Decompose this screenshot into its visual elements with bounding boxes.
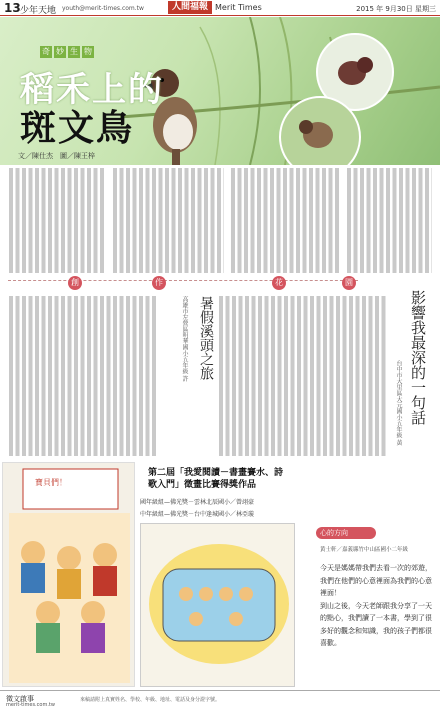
essay-paragraph: 到山之後，今天老師跟我分享了一天的點心，我們讀了一本書，學到了很多好的觀念和知識，我的孩子們都很喜歡。 [320, 601, 432, 647]
hero-title-line2: 斑文鳥 [20, 107, 135, 149]
contest-title: 第二屆「我愛閱讀－書畫賽水、詩歌入門」徵畫比賽得獎作品 [148, 468, 284, 490]
footer-note: 來稿請附上真實姓名、學校、年級、地址、電話及身分證字號。 [80, 697, 221, 703]
section-email: youth@merit-times.com.tw [62, 5, 144, 12]
winning-artwork-image [2, 462, 135, 687]
influence-article-byline: 台中市大里區大元國小五年級 黃 [395, 360, 402, 446]
hero-title-line1: 稻禾上的 [20, 70, 164, 110]
essay-paragraph: 今天是媽媽帶我們去看一次的郊遊，我們在他們的心意裡面為我們的心意裡面！ [320, 564, 432, 597]
hero-tag-char: 物 [84, 47, 92, 56]
books-sign-text: 寶貝們！ [35, 478, 67, 487]
section-label: 創 [68, 276, 82, 290]
article-text-column [8, 296, 158, 456]
essay-author: 黃士軒／嘉義縣竹中山區國小二年級 [320, 547, 409, 553]
hero-tag-char: 妙 [56, 47, 64, 56]
summer-article-title: 暑假溪頭之旅 [198, 296, 214, 380]
section-divider [8, 280, 358, 294]
article-text-column [230, 168, 340, 273]
influence-article-title: 影響我最深的一句話 [409, 290, 427, 425]
section-label: 園 [342, 276, 356, 290]
hero-tags [40, 46, 94, 58]
contest-winner-line1: 國年級組—佛光獎－雲林北辰國小／曾翊豪 [140, 499, 255, 506]
artwork-illustration [3, 463, 136, 688]
essay-text [320, 562, 432, 650]
section-label: 花 [272, 276, 286, 290]
footer-email: merit-times.com.tw [6, 702, 55, 708]
footer-label: 徵文啟事 [6, 695, 34, 703]
article-text-column [346, 168, 432, 273]
section-name: 少年天地 [20, 6, 57, 16]
contest-winner-line2: 中年級組—佛光獎－台中逢城國小／林亞璇 [140, 511, 255, 518]
newspaper-logo: 人間福報 [168, 1, 212, 14]
section-label: 作 [152, 276, 166, 290]
summer-article-byline: 高雄市左營區明華國小五年級 許 [181, 296, 188, 382]
page-number: 13 [4, 1, 21, 15]
article-text-column [218, 296, 388, 456]
inset-photo-bottom [280, 97, 360, 165]
hero-byline: 文／陳仕杰 圖／陳王梓 [18, 152, 95, 160]
hero-tag-char: 奇 [42, 47, 50, 56]
issue-date: 2015 年 9月30日 星期三 [356, 5, 436, 13]
heart-direction-label: 心的方向 [316, 527, 376, 539]
hero-tag-char: 生 [70, 47, 78, 56]
article-text-column [8, 168, 106, 273]
winning-drawing-image [140, 523, 295, 687]
newspaper-logo-en: Merit Times [215, 3, 262, 12]
article-text-column [112, 168, 224, 273]
